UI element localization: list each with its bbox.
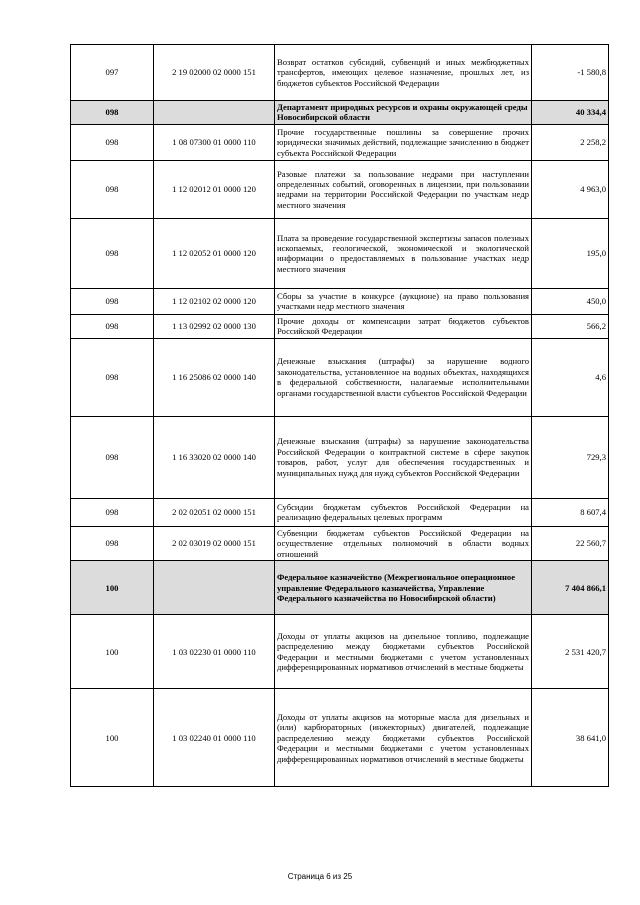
amount-cell: -1 580,8 bbox=[532, 45, 609, 101]
amount-cell: 195,0 bbox=[532, 218, 609, 288]
budget-code-cell: 2 02 02051 02 0000 151 bbox=[154, 498, 275, 526]
budget-code-cell bbox=[154, 101, 275, 125]
admin-code-cell: 098 bbox=[71, 526, 154, 560]
table-row bbox=[71, 314, 609, 338]
description-cell: Субвенции бюджетам субъектов Российской Федерации на осуществление отдельных полномочий в области водных отношений bbox=[275, 526, 532, 560]
table-row bbox=[71, 124, 609, 160]
description-cell: Доходы от уплаты акцизов на дизельное топливо, подлежащие распределению между бюджетами субъектов Российской Федерации и местными бюджетами с учетом установленных дифференцированных нормативов отчислений в местные бюджеты bbox=[275, 615, 532, 689]
page-number: Страница 6 из 25 bbox=[287, 872, 353, 881]
amount-cell: 566,2 bbox=[532, 314, 609, 338]
description-cell: Плата за проведение государственной экспертизы запасов полезных ископаемых, геологической, экономической и экологической информации о предоставляемых в пользование участках недр местного значения bbox=[275, 218, 532, 288]
table-row bbox=[71, 416, 609, 498]
department-row bbox=[71, 101, 609, 125]
amount-cell: 4 963,0 bbox=[532, 160, 609, 218]
amount-cell: 2 531 420,7 bbox=[532, 615, 609, 689]
amount-cell: 22 560,7 bbox=[532, 526, 609, 560]
table-row bbox=[71, 338, 609, 416]
budget-code-cell: 1 16 33020 02 0000 140 bbox=[154, 416, 275, 498]
admin-code-cell: 098 bbox=[71, 498, 154, 526]
table-row bbox=[71, 218, 609, 288]
admin-code-cell: 098 bbox=[71, 416, 154, 498]
revenue-table-body bbox=[71, 45, 609, 787]
amount-cell: 38 641,0 bbox=[532, 689, 609, 787]
admin-code-cell: 098 bbox=[71, 218, 154, 288]
budget-code-cell: 2 19 02000 02 0000 151 bbox=[154, 45, 275, 101]
description-cell: Денежные взыскания (штрафы) за нарушение законодательства Российской Федерации о контрактной системе в сфере закупок товаров, работ, услуг для обеспечения государственных и муниципальных нужд для нужд субъектов Российской Федерации bbox=[275, 416, 532, 498]
budget-code-cell: 1 13 02992 02 0000 130 bbox=[154, 314, 275, 338]
description-cell: Прочие государственные пошлины за совершение прочих юридически значимых действий, подлежащие зачислению в бюджет субъекта Российской Федерации bbox=[275, 124, 532, 160]
budget-code-cell: 1 03 02230 01 0000 110 bbox=[154, 615, 275, 689]
table-row bbox=[71, 689, 609, 787]
admin-code-cell: 100 bbox=[71, 689, 154, 787]
department-row bbox=[71, 561, 609, 615]
amount-cell: 450,0 bbox=[532, 288, 609, 314]
admin-code-cell: 098 bbox=[71, 338, 154, 416]
budget-code-cell: 1 12 02052 01 0000 120 bbox=[154, 218, 275, 288]
admin-code-cell: 098 bbox=[71, 101, 154, 125]
budget-code-cell: 1 03 02240 01 0000 110 bbox=[154, 689, 275, 787]
description-cell: Субсидии бюджетам субъектов Российской Федерации на реализацию федеральных целевых программ bbox=[275, 498, 532, 526]
admin-code-cell: 098 bbox=[71, 160, 154, 218]
amount-cell: 2 258,2 bbox=[532, 124, 609, 160]
table-row bbox=[71, 498, 609, 526]
description-cell: Разовые платежи за пользование недрами при наступлении определенных событий, оговоренных в лицензии, при пользовании недрами на территории Российской Федерации по участкам недр местного значения bbox=[275, 160, 532, 218]
budget-code-cell: 2 02 03019 02 0000 151 bbox=[154, 526, 275, 560]
table-row bbox=[71, 160, 609, 218]
admin-code-cell: 100 bbox=[71, 561, 154, 615]
amount-cell: 40 334,4 bbox=[532, 101, 609, 125]
description-cell: Сборы за участие в конкурсе (аукционе) на право пользования участками недр местного значения bbox=[275, 288, 532, 314]
description-cell: Федеральное казначейство (Межрегиональное операционное управление Федерального казначейства, Управление Федерального казначейства по Новосибирской области) bbox=[275, 561, 532, 615]
budget-code-cell: 1 12 02012 01 0000 120 bbox=[154, 160, 275, 218]
description-cell: Департамент природных ресурсов и охраны окружающей среды Новосибирской области bbox=[275, 101, 532, 125]
budget-code-cell: 1 08 07300 01 0000 110 bbox=[154, 124, 275, 160]
description-cell: Возврат остатков субсидий, субвенций и иных межбюджетных трансфертов, имеющих целевое назначение, прошлых лет, из бюджетов субъектов Российской Федерации bbox=[275, 45, 532, 101]
table-row bbox=[71, 615, 609, 689]
amount-cell: 729,3 bbox=[532, 416, 609, 498]
description-cell: Доходы от уплаты акцизов на моторные масла для дизельных и (или) карбюраторных (инжекторных) двигателей, подлежащие распределению между бюджетами субъектов Российской Федерации и местными бюджетами с учетом установленных дифференцированных нормативов отчислений в местные бюджеты bbox=[275, 689, 532, 787]
table-row bbox=[71, 288, 609, 314]
amount-cell: 4,6 bbox=[532, 338, 609, 416]
table-row bbox=[71, 45, 609, 101]
description-cell: Денежные взыскания (штрафы) за нарушение водного законодательства, установленное на водных объектах, находящихся в федеральной собственности, налагаемые исполнительными органами государственной власти субъектов Российской Федерации bbox=[275, 338, 532, 416]
budget-code-cell: 1 16 25086 02 0000 140 bbox=[154, 338, 275, 416]
budget-code-cell: 1 12 02102 02 0000 120 bbox=[154, 288, 275, 314]
admin-code-cell: 098 bbox=[71, 288, 154, 314]
table-row bbox=[71, 526, 609, 560]
admin-code-cell: 098 bbox=[71, 124, 154, 160]
admin-code-cell: 100 bbox=[71, 615, 154, 689]
description-cell: Прочие доходы от компенсации затрат бюджетов субъектов Российской Федерации bbox=[275, 314, 532, 338]
admin-code-cell: 098 bbox=[71, 314, 154, 338]
amount-cell: 7 404 866,1 bbox=[532, 561, 609, 615]
budget-code-cell bbox=[154, 561, 275, 615]
admin-code-cell: 097 bbox=[71, 45, 154, 101]
revenue-table bbox=[70, 44, 609, 787]
amount-cell: 8 607,4 bbox=[532, 498, 609, 526]
